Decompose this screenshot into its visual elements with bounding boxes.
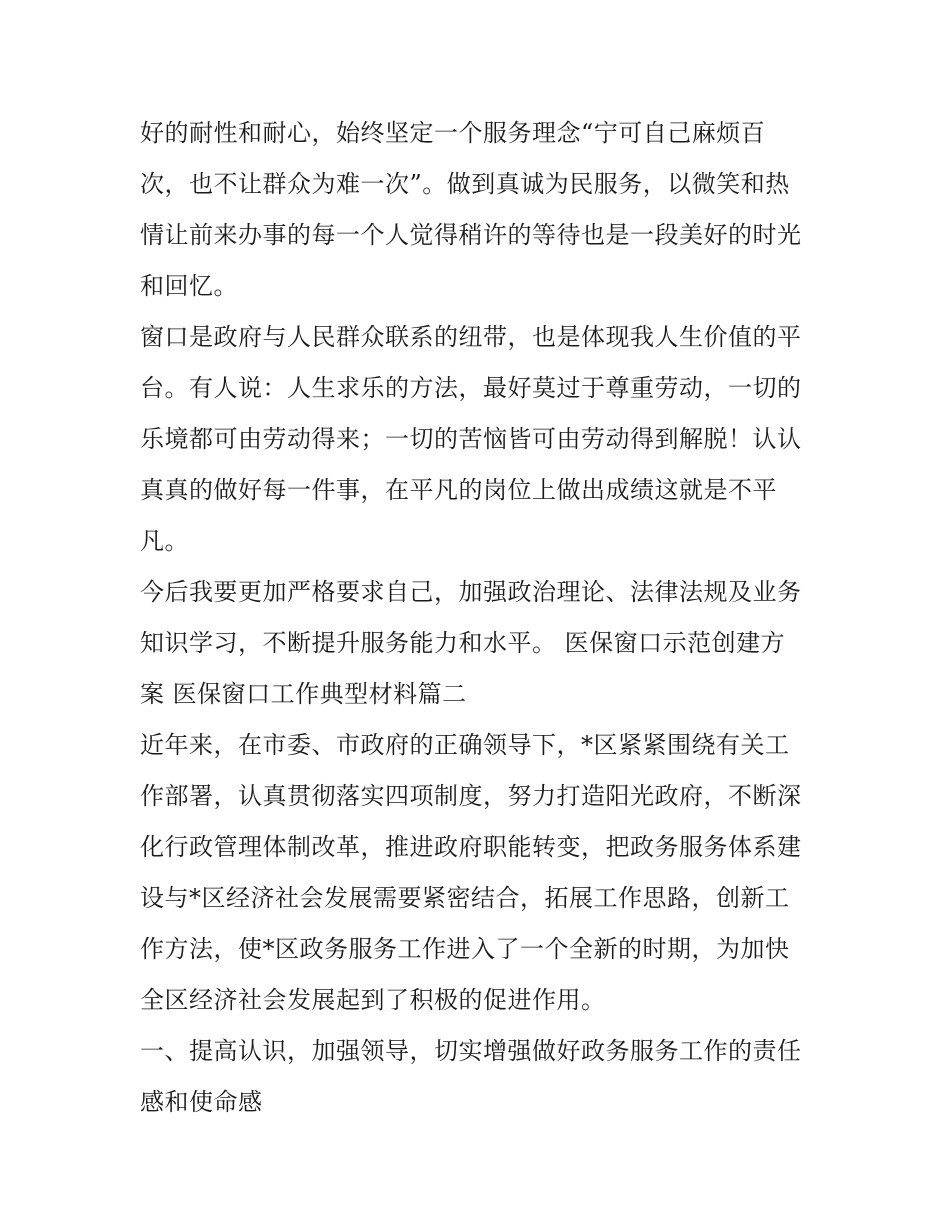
- text-line: 乐境都可由劳动得来；一切的苦恼皆可由劳动得到解脱！认认: [140, 425, 802, 453]
- text-line: 设与*区经济社会发展需要紧密结合，拓展工作思路，创新工: [140, 884, 790, 912]
- text-line: 近年来，在市委、市政府的正确领导下，*区紧紧围绕有关工: [140, 731, 790, 759]
- text-line: 凡。: [140, 527, 189, 555]
- text-line: 台。有人说：人生求乐的方法，最好莫过于尊重劳动，一切的: [140, 374, 802, 402]
- text-line: 次，也不让群众为难一次”。做到真诚为民服务，以微笑和热: [140, 170, 790, 198]
- text-line: 和回忆。: [140, 272, 238, 300]
- text-line: 好的耐性和耐心，始终坚定一个服务理念“宁可自己麻烦百: [140, 119, 766, 147]
- text-line: 一、提高认识，加强领导，切实增强做好政务服务工作的责任: [140, 1037, 802, 1065]
- body-text: [140, 108, 820, 1128]
- text-line: 情让前来办事的每一个人觉得稍许的等待也是一段美好的时光: [140, 221, 802, 249]
- text-line: 窗口是政府与人民群众联系的纽带，也是体现我人生价值的平: [140, 323, 802, 351]
- text-line: 真真的做好每一件事，在平凡的岗位上做出成绩这就是不平: [140, 476, 777, 504]
- text-line: 化行政管理体制改革，推进政府职能转变，把政务服务体系建: [140, 833, 802, 861]
- text-line: 感和使命感: [140, 1088, 263, 1116]
- text-line: 作方法，使*区政务服务工作进入了一个全新的时期，为加快: [140, 935, 790, 963]
- text-line: 作部署，认真贯彻落实四项制度，努力打造阳光政府，不断深: [140, 782, 802, 810]
- text-line: 今后我要更加严格要求自己，加强政治理论、法律法规及业务: [140, 578, 802, 606]
- text-line: 案 医保窗口工作典型材料篇二: [140, 680, 467, 708]
- text-line: 知识学习，不断提升服务能力和水平。 医保窗口示范创建方: [140, 629, 786, 657]
- text-line: 全区经济社会发展起到了积极的促进作用。: [140, 986, 606, 1014]
